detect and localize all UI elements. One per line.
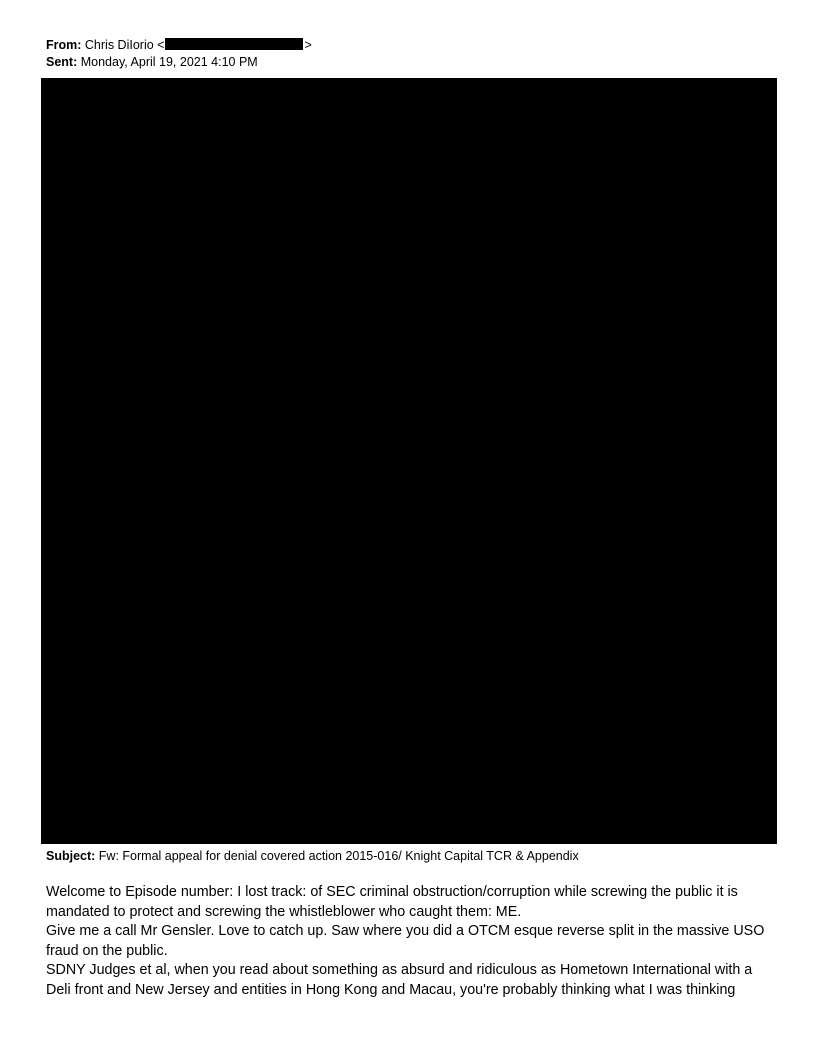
sent-label: Sent: bbox=[46, 55, 78, 69]
subject-value: Fw: Formal appeal for denial covered action 2015-016/ Knight Capital TCR & Appendix bbox=[98, 849, 579, 863]
email-header bbox=[46, 37, 312, 71]
redacted-email bbox=[165, 38, 303, 50]
from-label: From: bbox=[46, 38, 82, 52]
from-name: Chris DiIorio < bbox=[84, 38, 165, 52]
sent-line bbox=[46, 54, 312, 71]
subject-line bbox=[46, 848, 579, 865]
redaction-block bbox=[41, 78, 777, 844]
from-close: > bbox=[304, 38, 312, 52]
email-body bbox=[46, 883, 776, 1000]
subject-label: Subject: bbox=[46, 849, 96, 863]
sent-value: Monday, April 19, 2021 4:10 PM bbox=[80, 55, 258, 69]
body-paragraph: Give me a call Mr Gensler. Love to catch up. Saw where you did a OTCM esque reverse split in the massive USO fraud on the public. bbox=[46, 923, 765, 959]
body-paragraph: Welcome to Episode number: I lost track: of SEC criminal obstruction/corruption while screwing the public it is mandated to protect and screwing the whistleblower who caught them: ME. bbox=[46, 884, 738, 920]
from-line bbox=[46, 37, 312, 54]
body-paragraph: SDNY Judges et al, when you read about something as absurd and ridiculous as Hometown International with a Deli front and New Jersey and entities in Hong Kong and Macau, you're probably thinking what I was thinking bbox=[46, 962, 753, 998]
